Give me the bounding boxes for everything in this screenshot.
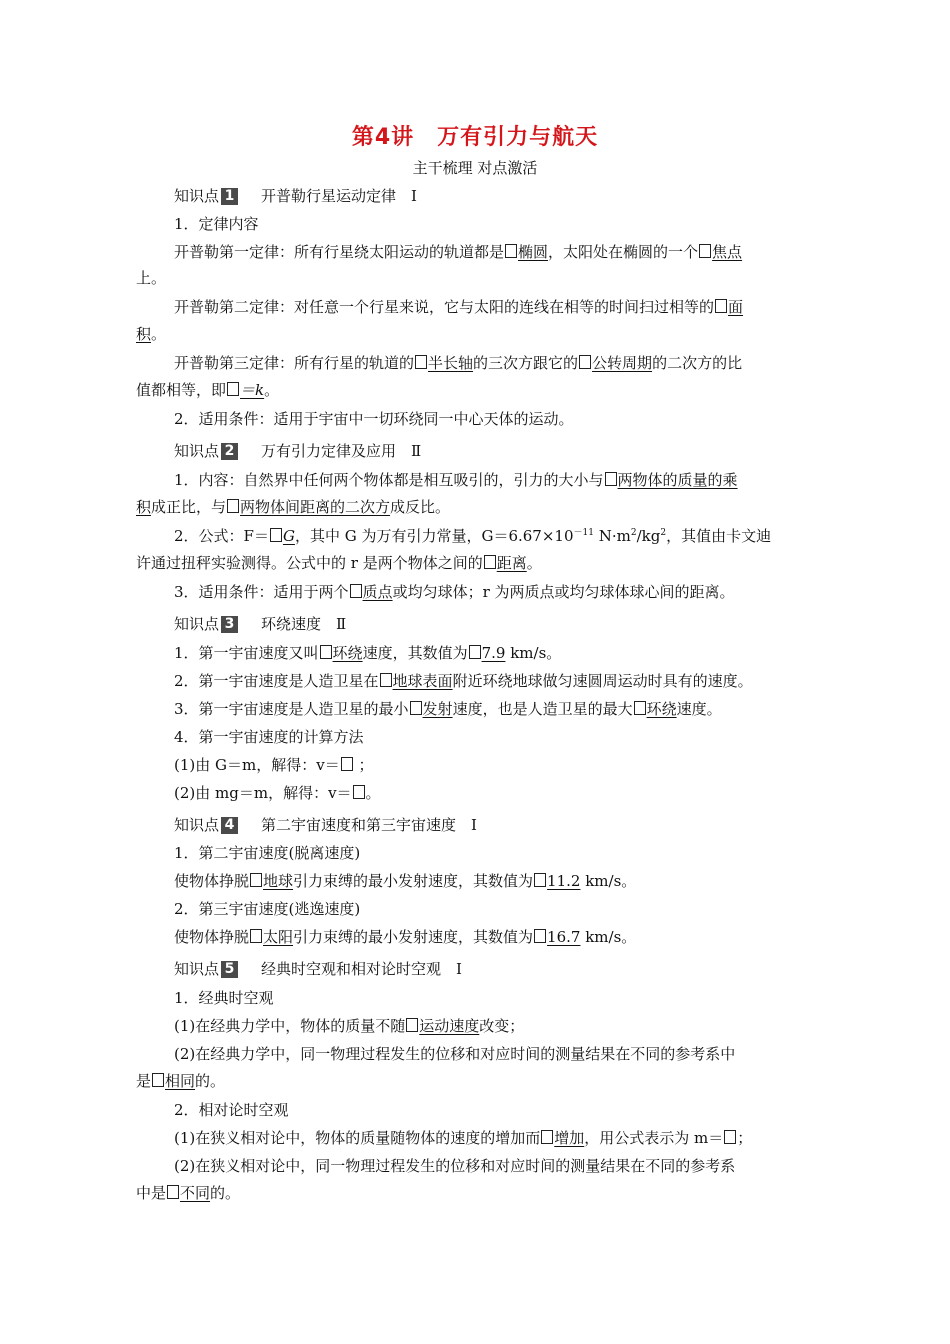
answer: G (282, 527, 295, 545)
blank-box-icon (380, 673, 392, 687)
answer: 7.9 (481, 644, 506, 662)
kp3-line-3: 3．第一宇宙速度是人造卫星的最小 发射速度，也是人造卫星的最大 环绕速度。 (174, 700, 722, 718)
answer: 半长轴 (428, 354, 474, 372)
blank-box-icon (227, 382, 239, 396)
blank-box-icon (270, 528, 282, 542)
blank-box-icon (699, 244, 711, 258)
blank-box-icon (341, 757, 353, 771)
page-title: 第4讲 万有引力与航天 (351, 125, 599, 150)
blank-box-icon (715, 299, 727, 313)
blank-box-icon (410, 701, 422, 715)
kp1-subheading-1: 1．定律内容 (174, 215, 259, 233)
answer: 运动速度 (419, 1017, 480, 1035)
blank-box-icon (415, 355, 427, 369)
answer: 质点 (362, 583, 393, 601)
answer: 环绕 (646, 700, 677, 718)
kp-number-badge: 4 (221, 817, 238, 834)
blank-box-icon (724, 1130, 736, 1144)
kp2-content-line: 1．内容：自然界中任何两个物体都是相互吸引的，引力的大小与 两物体的质量的乘 (174, 471, 738, 489)
kp5-line-3: (2)在经典力学中，同一物理过程发生的位移和对应时间的测量结果在不同的参考系中 (174, 1045, 736, 1063)
kp-label: 知识点 (174, 960, 220, 978)
kp-label: 知识点 (174, 615, 220, 633)
kp5-line-8: 中是 不同的。 (136, 1184, 241, 1202)
answer: 面 (728, 298, 744, 316)
blank-box-icon (634, 701, 646, 715)
blank-box-icon (227, 499, 239, 513)
kp1-law1-line-2: 上。 (136, 269, 167, 287)
kp4-line-2: 使物体挣脱 地球引力束缚的最小发射速度，其数值为 11.2 km/s。 (174, 872, 637, 890)
kp-name: 万有引力定律及应用 Ⅱ (261, 442, 422, 460)
blank-box-icon (534, 929, 546, 943)
knowledge-point-1-heading (174, 186, 417, 206)
blank-box-icon (484, 555, 496, 569)
answer: 焦点 (712, 243, 743, 261)
blank-box-icon (605, 472, 617, 486)
blank-box-icon (505, 244, 517, 258)
kp5-line-7: (2)在狭义相对论中，同一物理过程发生的位移和对应时间的测量结果在不同的参考系 (174, 1157, 736, 1175)
answer: 公转周期 (592, 354, 653, 372)
kp-label: 知识点 (174, 442, 220, 460)
answer: 两物体的质量的乘 (617, 471, 738, 489)
kp-name: 经典时空观和相对论时空观 Ⅰ (261, 960, 462, 978)
kp-number-badge: 2 (221, 443, 238, 460)
blank-box-icon (353, 785, 365, 799)
kp-number-badge: 1 (221, 188, 238, 205)
knowledge-point-2-heading (174, 441, 421, 461)
kp5-line-1: 1．经典时空观 (174, 989, 274, 1007)
answer: 椭圆 (518, 243, 549, 261)
kp2-content-line-2: 积成正比，与 两物体间距离的二次方成反比。 (136, 498, 451, 516)
kp-name: 第二宇宙速度和第三宇宙速度 Ⅰ (261, 816, 477, 834)
answer: 环绕 (332, 644, 363, 662)
blank-box-icon (167, 1185, 179, 1199)
answer: 11.2 (547, 872, 581, 890)
kp1-law1-line: 开普勒第一定律：所有行星绕太阳运动的轨道都是 椭圆，太阳处在椭圆的一个 焦点 (174, 243, 743, 261)
kp5-line-5: 2．相对论时空观 (174, 1101, 289, 1119)
kp2-formula-line-2: 许通过扭秤实验测得。公式中的 r 是两个物体之间的 距离。 (136, 554, 542, 572)
kp-number-badge: 3 (221, 616, 238, 633)
blank-box-icon (350, 584, 362, 598)
answer: 积 (136, 325, 152, 343)
blank-box-icon (534, 873, 546, 887)
blank-box-icon (406, 1018, 418, 1032)
kp-number-badge: 5 (221, 961, 238, 978)
answer: 发射 (422, 700, 453, 718)
kp3-line-6: (2)由 mg＝m，解得：v＝ 。 (174, 784, 381, 802)
kp1-subheading-2: 2．适用条件：适用于宇宙中一切环绕同一中心天体的运动。 (174, 410, 574, 428)
kp2-formula-line: 2．公式：F＝ G，其中 G 为万有引力常量，$G=6.67\times 10^{-11}$ $N\cdot m^2/kg^2$，其值由卡文迪 (174, 527, 772, 545)
knowledge-point-5-heading (174, 959, 462, 979)
kp3-line-1: 1．第一宇宙速度又叫 环绕速度，其数值为 7.9 km/s。 (174, 644, 562, 662)
answer: 增加 (554, 1129, 585, 1147)
kp5-line-4: 是 相同的。 (136, 1072, 226, 1090)
knowledge-point-4-heading (174, 815, 477, 835)
kp1-law2-line: 开普勒第二定律：对任意一个行星来说，它与太阳的连线在相等的时间扫过相等的 面 (174, 298, 744, 316)
blank-box-icon (541, 1130, 553, 1144)
kp3-line-4: 4．第一宇宙速度的计算方法 (174, 728, 364, 746)
kp1-law3-line-2: 值都相等，即 ＝k。 (136, 381, 280, 399)
page-subtitle: 主干梳理 对点激活 (412, 159, 538, 177)
kp4-line-3: 2．第三宇宙速度(逃逸速度) (174, 900, 361, 918)
blank-box-icon (250, 929, 262, 943)
kp-name: 开普勒行星运动定律 Ⅰ (261, 187, 417, 205)
knowledge-point-3-heading (174, 614, 346, 634)
answer: 地球表面 (392, 672, 453, 690)
answer: 距离 (496, 554, 527, 572)
answer: 两物体间距离的二次方 (240, 498, 391, 516)
blank-box-icon (152, 1073, 164, 1087)
kp3-line-2: 2．第一宇宙速度是人造卫星在 地球表面附近环绕地球做匀速圆周运动时具有的速度。 (174, 672, 753, 690)
kp4-line-4: 使物体挣脱 太阳引力束缚的最小发射速度，其数值为 16.7 km/s。 (174, 928, 637, 946)
answer: 地球 (263, 872, 294, 890)
blank-box-icon (579, 355, 591, 369)
kp5-line-6: (1)在狭义相对论中，物体的质量随物体的速度的增加而 增加，用公式表示为 m＝ ； (174, 1129, 753, 1147)
kp1-law2-line-2: 积。 (136, 325, 167, 343)
blank-box-icon (469, 645, 481, 659)
kp-label: 知识点 (174, 187, 220, 205)
answer: 积 (136, 498, 152, 516)
answer: 相同 (165, 1072, 196, 1090)
kp-name: 环绕速度 Ⅱ (261, 615, 347, 633)
kp4-line-1: 1．第二宇宙速度(脱离速度) (174, 844, 361, 862)
answer: ＝k (240, 381, 265, 399)
kp5-line-2: (1)在经典力学中，物体的质量不随 运动速度改变； (174, 1017, 525, 1035)
answer: 不同 (180, 1184, 211, 1202)
answer: 16.7 (547, 928, 581, 946)
kp3-line-5: (1)由 G＝m，解得：v＝ ； (174, 756, 374, 774)
kp1-law3-line: 开普勒第三定律：所有行星的轨道的 半长轴的三次方跟它的 公转周期的二次方的比 (174, 354, 743, 372)
kp2-condition-line: 3．适用条件：适用于两个 质点或均匀球体；r 为两质点或均匀球体球心间的距离。 (174, 583, 735, 601)
answer: 太阳 (263, 928, 294, 946)
blank-box-icon (320, 645, 332, 659)
kp-label: 知识点 (174, 816, 220, 834)
blank-box-icon (250, 873, 262, 887)
